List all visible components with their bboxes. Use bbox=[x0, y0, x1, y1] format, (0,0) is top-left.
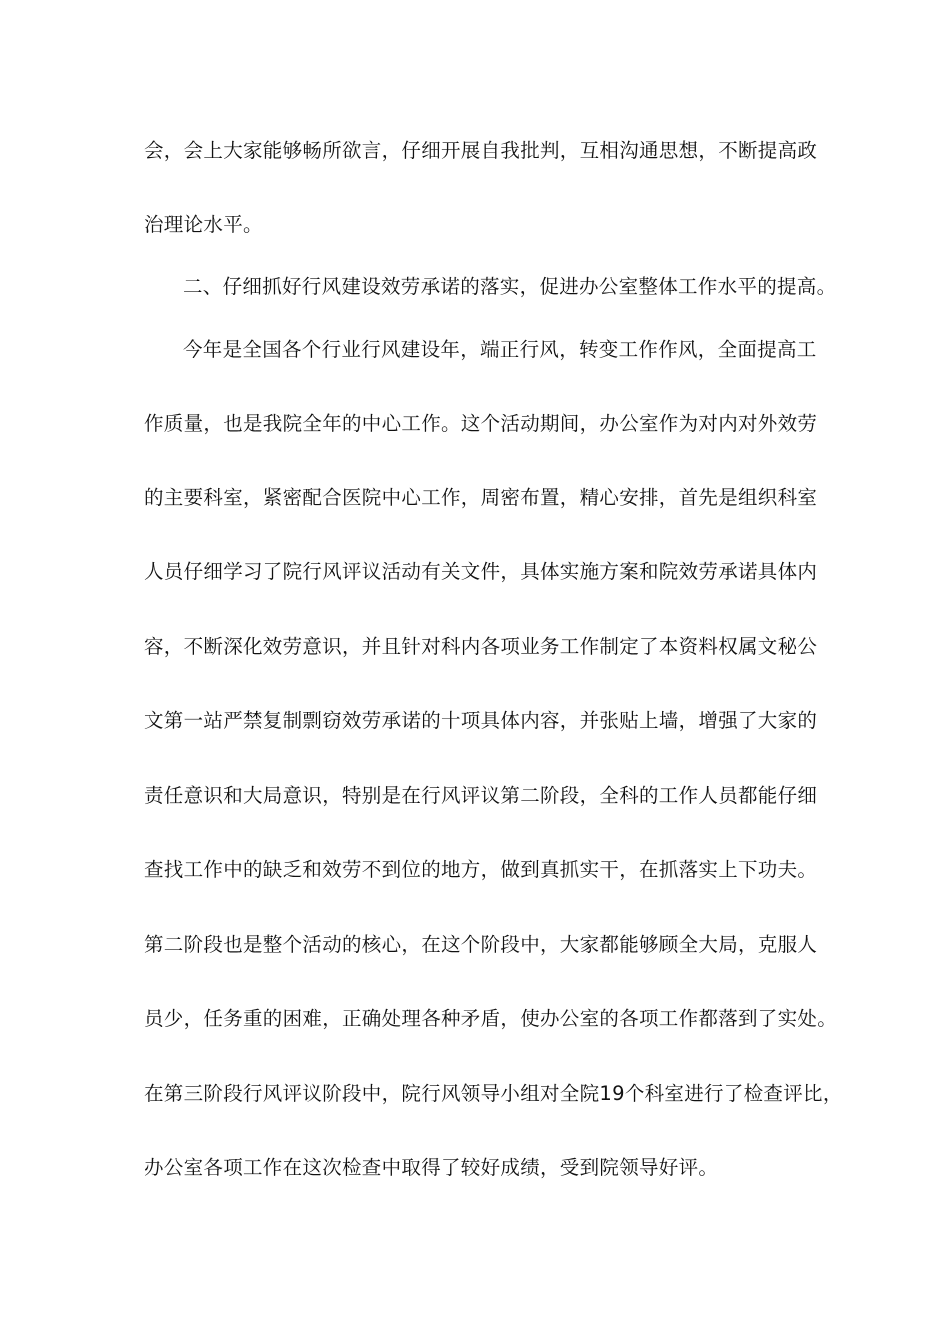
text-line: 在第三阶段行风评议阶段中，院行风领导小组对全院19个科室进行了检查评比， bbox=[144, 1082, 843, 1105]
text-line: 办公室各项工作在这次检查中取得了较好成绩，受到院领导好评。 bbox=[144, 1156, 719, 1179]
text-line: 责任意识和大局意识，特别是在行风评议第二阶段，全科的工作人员都能仔细 bbox=[144, 784, 818, 807]
text-line: 治理论水平。 bbox=[144, 213, 263, 236]
text-line: 第二阶段也是整个活动的核心，在这个阶段中，大家都能够顾全大局，克服人 bbox=[144, 933, 818, 956]
text-line: 文第一站严禁复制剽窃效劳承诺的十项具体内容，并张贴上墙，增强了大家的 bbox=[144, 709, 818, 732]
text-line: 员少，任务重的困难，正确处理各种矛盾，使办公室的各项工作都落到了实处。 bbox=[144, 1007, 838, 1030]
text-line: 查找工作中的缺乏和效劳不到位的地方，做到真抓实干，在抓落实上下功夫。 bbox=[144, 858, 818, 881]
text-line: 今年是全国各个行业行风建设年，端正行风，转变工作作风，全面提高工 bbox=[183, 338, 817, 361]
text-line: 会，会上大家能够畅所欲言，仔细开展自我批判，互相沟通思想，不断提高政 bbox=[144, 139, 818, 162]
section-heading: 二、仔细抓好行风建设效劳承诺的落实，促进办公室整体工作水平的提高。 bbox=[183, 275, 837, 298]
text-line: 容，不断深化效劳意识，并且针对科内各项业务工作制定了本资料权属文秘公 bbox=[144, 635, 818, 658]
text-line: 的主要科室，紧密配合医院中心工作，周密布置，精心安排，首先是组织科室 bbox=[144, 486, 818, 509]
text-line: 人员仔细学习了院行风评议活动有关文件，具体实施方案和院效劳承诺具体内 bbox=[144, 560, 818, 583]
text-line: 作质量，也是我院全年的中心工作。这个活动期间，办公室作为对内对外效劳 bbox=[144, 412, 818, 435]
